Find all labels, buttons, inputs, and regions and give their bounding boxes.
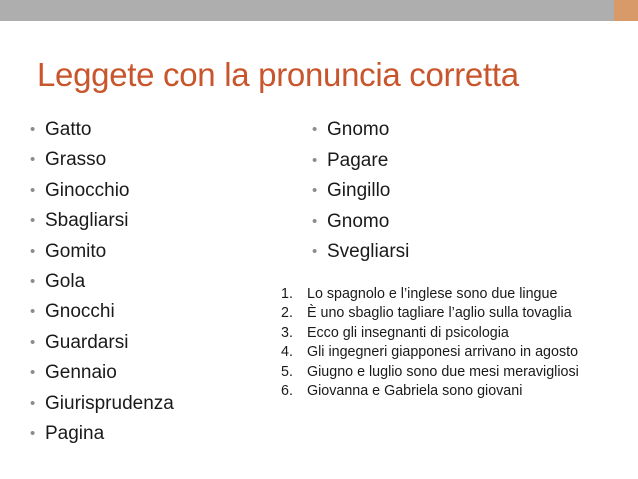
list-item: • Pagare [312, 146, 409, 177]
sentence-item [281, 364, 621, 381]
slide-top-bar [0, 0, 638, 21]
list-item: • Giurisprudenza [30, 389, 174, 419]
list-item: • Gomito [30, 237, 174, 267]
list-item: • Gola [30, 267, 174, 297]
sentence-item [281, 383, 621, 400]
sentence-item [281, 286, 621, 303]
list-item: • Ginocchio [30, 176, 174, 206]
sentence-number: 1. [281, 286, 293, 302]
list-item: • Svegliarsi [312, 237, 409, 268]
list-item: • Gnomo [312, 207, 409, 238]
sentence-text: Gli ingegneri giapponesi arrivano in agosto [307, 344, 579, 361]
list-item: • Pagina [30, 419, 174, 449]
sentence-number: 2. [281, 305, 293, 322]
sentence-list [281, 286, 621, 403]
sentence-text: Ecco gli insegnanti di psicologia [307, 324, 509, 341]
list-item: • Guardarsi [30, 328, 174, 358]
sentence-number: 5. [281, 363, 293, 380]
sentence-text: Giovanna e Gabriela sono giovani [307, 383, 523, 400]
list-item: • Gingillo [312, 176, 409, 207]
slide-top-bar-accent [614, 0, 638, 21]
list-item: • Gnocchi [30, 297, 174, 327]
slide-title: Leggete con la pronuncia corretta [37, 56, 519, 93]
sentence-item [281, 325, 621, 342]
list-item: • Gennaio [30, 358, 174, 388]
sentence-text: Lo spagnolo e l’inglese sono due lingue [307, 286, 558, 302]
list-item: • Gatto [30, 115, 174, 145]
list-item: • Gnomo [312, 115, 409, 146]
list-item: • Grasso [30, 145, 174, 175]
sentence-item [281, 305, 621, 322]
sentence-text: Giugno e luglio sono due mesi meravigliosi [307, 363, 579, 380]
sentence-item [281, 344, 621, 361]
right-word-list [312, 115, 409, 268]
sentence-number: 6. [281, 383, 293, 400]
left-word-list [30, 115, 174, 449]
list-item: • Sbagliarsi [30, 206, 174, 236]
sentence-text: È uno sbaglio tagliare l’aglio sulla tovaglia [307, 305, 572, 322]
sentence-number: 3. [281, 324, 293, 341]
sentence-number: 4. [281, 344, 293, 361]
